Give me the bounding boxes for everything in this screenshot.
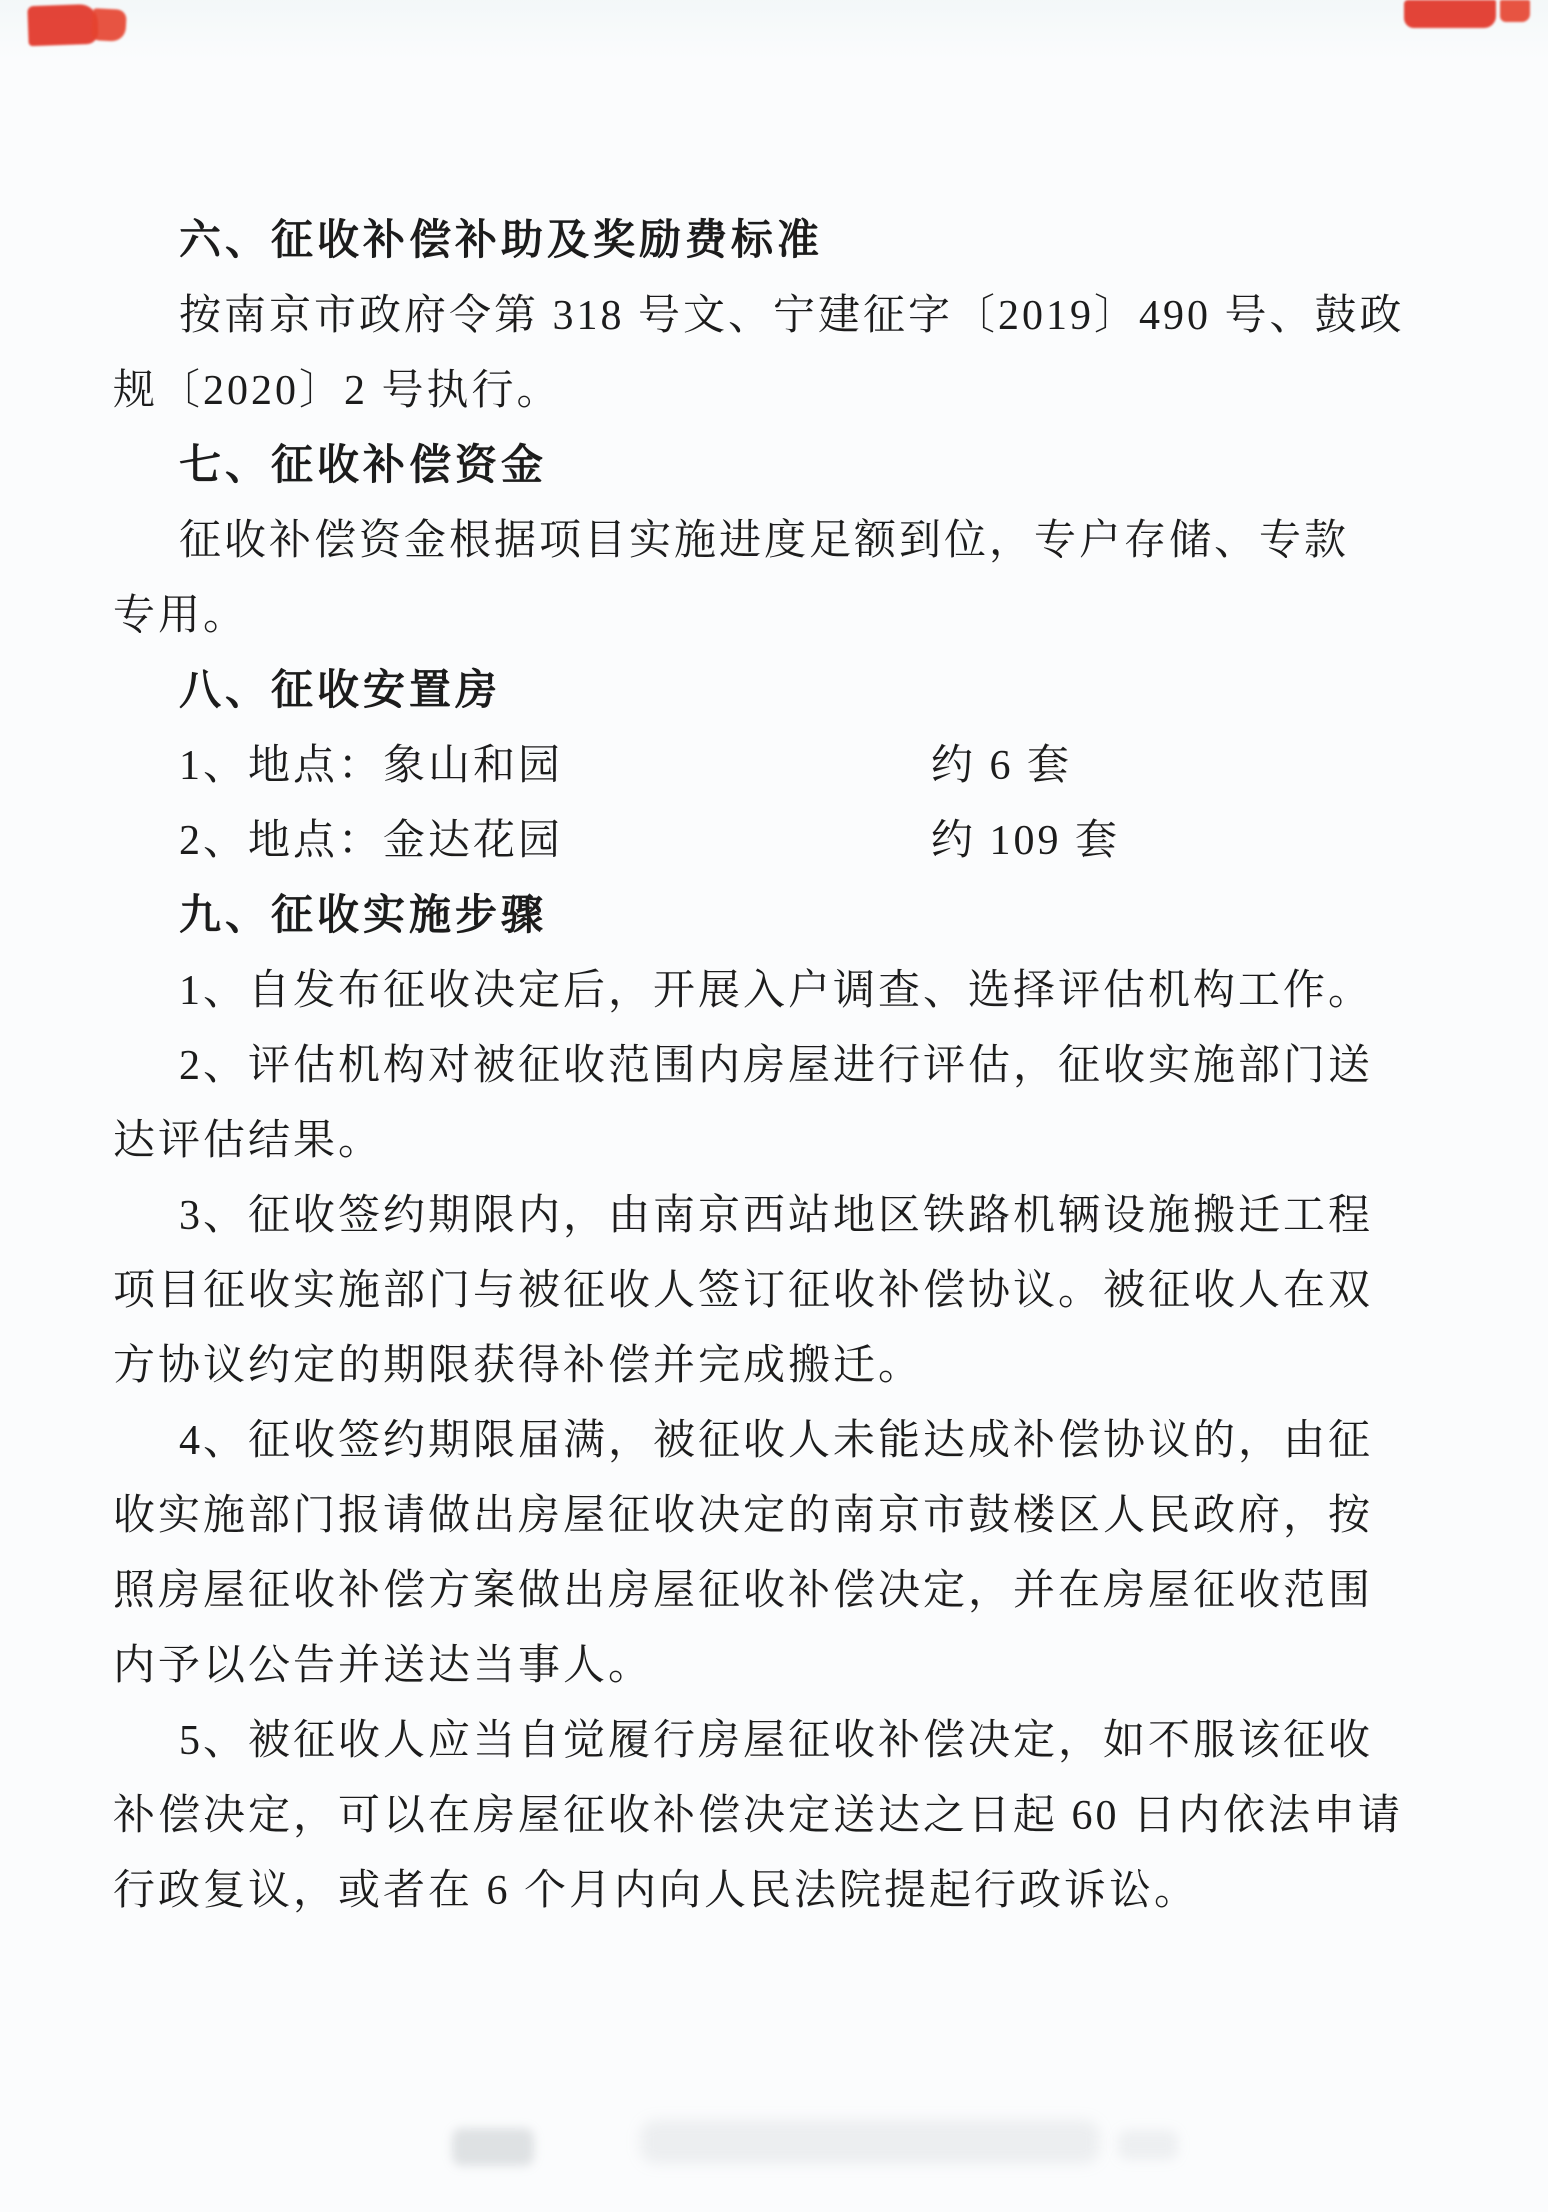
site-unit-count: 约 109 套: [931, 818, 1121, 864]
red-scan-artifact-top-left: [27, 4, 98, 46]
bottom-scan-smudge: [640, 2120, 1100, 2164]
section-heading-6: 六、征收补偿补助及奖励费标准: [179, 218, 824, 264]
red-scan-artifact-top-right-small: [1500, 0, 1530, 22]
doc-line: 方协议约定的期限获得补偿并完成搬迁。: [113, 1343, 924, 1389]
doc-line: 按南京市政府令第 318 号文、宁建征字〔2019〕490 号、鼓政: [179, 293, 1405, 339]
resettlement-site-row-1: [113, 729, 1449, 804]
doc-line: 2、评估机构对被征收范围内房屋进行评估，征收实施部门送: [179, 1043, 1374, 1089]
resettlement-site-row-2: [113, 804, 1449, 879]
doc-line: 专用。: [113, 593, 249, 639]
site-unit-count: 约 6 套: [931, 743, 1073, 789]
doc-line: 达评估结果。: [113, 1118, 384, 1164]
doc-line: 征收补偿资金根据项目实施进度足额到位，专户存储、专款: [179, 518, 1350, 564]
red-scan-artifact-top-left-small: [91, 8, 127, 42]
doc-line: 规〔2020〕2 号执行。: [113, 368, 562, 414]
doc-line: 补偿决定，可以在房屋征收补偿决定送达之日起 60 日内依法申请: [113, 1793, 1404, 1839]
document-body: [113, 204, 1449, 1929]
section-heading-8: 八、征收安置房: [179, 668, 502, 714]
doc-line: 行政复议，或者在 6 个月内向人民法院提起行政诉讼。: [113, 1868, 1200, 1914]
doc-line: 内予以公告并送达当事人。: [113, 1643, 654, 1689]
doc-line: 1、自发布征收决定后，开展入户调查、选择评估机构工作。: [179, 968, 1374, 1014]
doc-line: 收实施部门报请做出房屋征收决定的南京市鼓楼区人民政府，按: [113, 1493, 1374, 1539]
bottom-scan-smudge: [452, 2128, 534, 2166]
doc-line: 4、征收签约期限届满，被征收人未能达成补偿协议的，由征: [179, 1418, 1374, 1464]
doc-line: 项目征收实施部门与被征收人签订征收补偿协议。被征收人在双: [113, 1268, 1374, 1314]
section-heading-9: 九、征收实施步骤: [179, 893, 548, 939]
bottom-scan-smudge: [1118, 2130, 1178, 2160]
doc-line: 5、被征收人应当自觉履行房屋征收补偿决定，如不服该征收: [179, 1718, 1374, 1764]
site-location: 1、地点：象山和园: [179, 743, 564, 789]
doc-line: 照房屋征收补偿方案做出房屋征收补偿决定，并在房屋征收范围: [113, 1568, 1374, 1614]
doc-line: 3、征收签约期限内，由南京西站地区铁路机辆设施搬迁工程: [179, 1193, 1374, 1239]
site-location: 2、地点：金达花园: [179, 818, 564, 864]
section-heading-7: 七、征收补偿资金: [179, 443, 548, 489]
red-scan-artifact-top-right: [1404, 0, 1496, 28]
